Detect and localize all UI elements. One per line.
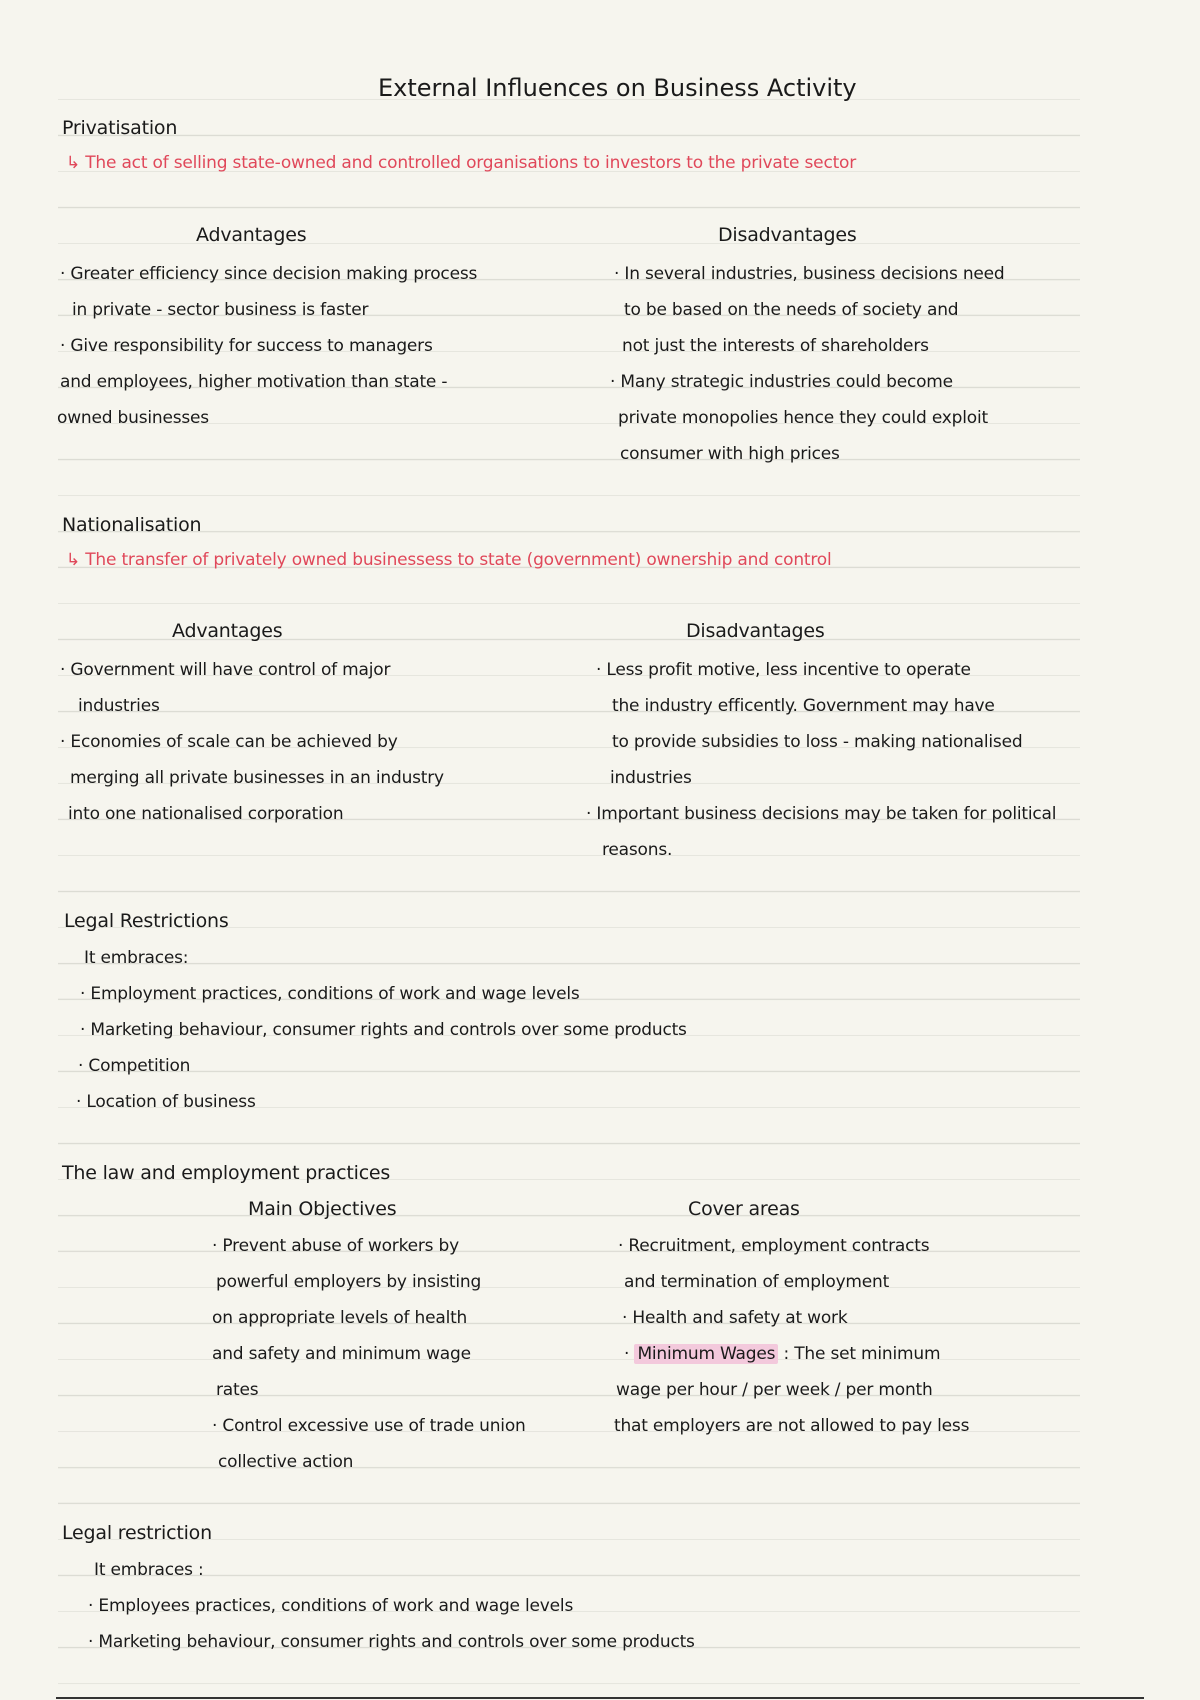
- privatisation-advantage-line: · Greater efficiency since decision making process: [60, 264, 478, 284]
- objective-line: collective action: [218, 1452, 354, 1472]
- nationalisation-advantage-line: into one nationalised corporation: [68, 804, 344, 824]
- nationalisation-advantage-line: industries: [78, 696, 160, 716]
- nationalisation-disadvantage-line: to provide subsidies to loss - making nationalised: [612, 732, 1023, 752]
- legal-restriction-intro: It embraces :: [94, 1560, 204, 1580]
- privatisation-disadvantages-title: Disadvantages: [718, 224, 857, 246]
- privatisation-disadvantage-line: to be based on the needs of society and: [624, 300, 959, 320]
- page-title: External Influences on Business Activity: [378, 74, 857, 102]
- legal-restriction-heading: Legal restriction: [62, 1522, 212, 1544]
- privatisation-advantage-line: and employees, higher motivation than state -: [60, 372, 448, 392]
- left-margin: [0, 0, 58, 1700]
- cover-area-line: · Health and safety at work: [622, 1308, 848, 1328]
- cover-area-line: wage per hour / per week / per month: [616, 1380, 933, 1400]
- main-objectives-title: Main Objectives: [248, 1198, 397, 1220]
- objective-line: rates: [216, 1380, 259, 1400]
- nationalisation-definition: ↳ The transfer of privately owned businessess to state (government) ownership and control: [66, 550, 832, 570]
- nationalisation-disadvantage-line: reasons.: [602, 840, 673, 860]
- minimum-wage-bullet: ·: [624, 1344, 630, 1364]
- nationalisation-disadvantage-line: the industry efficently. Government may have: [612, 696, 995, 716]
- nationalisation-disadvantage-line: · Less profit motive, less incentive to operate: [596, 660, 971, 680]
- objective-line: · Control excessive use of trade union: [212, 1416, 526, 1436]
- privatisation-disadvantage-line: · Many strategic industries could become: [610, 372, 953, 392]
- nationalisation-disadvantage-line: · Important business decisions may be taken for political: [586, 804, 1057, 824]
- objective-line: powerful employers by insisting: [216, 1272, 482, 1292]
- legal-restrictions-item: · Marketing behaviour, consumer rights and controls over some products: [80, 1020, 687, 1040]
- privatisation-advantages-title: Advantages: [196, 224, 307, 246]
- nationalisation-heading: Nationalisation: [62, 514, 202, 536]
- minimum-wage-line: [624, 1343, 940, 1365]
- employment-law-heading: The law and employment practices: [62, 1162, 391, 1184]
- privatisation-disadvantage-line: not just the interests of shareholders: [622, 336, 929, 356]
- legal-restrictions-intro: It embraces:: [84, 948, 189, 968]
- right-margin: [1140, 0, 1200, 1700]
- minimum-wage-highlight: Minimum Wages: [634, 1344, 778, 1364]
- objective-line: on appropriate levels of health: [212, 1308, 468, 1328]
- privatisation-heading: Privatisation: [62, 117, 178, 139]
- privatisation-disadvantage-line: · In several industries, business decisions need: [614, 264, 1005, 284]
- privatisation-advantage-line: owned businesses: [57, 408, 209, 428]
- cover-areas-title: Cover areas: [688, 1198, 800, 1220]
- nationalisation-advantage-line: · Economies of scale can be achieved by: [60, 732, 398, 752]
- nationalisation-disadvantage-line: industries: [610, 768, 692, 788]
- cover-area-line: · Recruitment, employment contracts: [618, 1236, 930, 1256]
- cover-area-line: that employers are not allowed to pay less: [614, 1416, 970, 1436]
- legal-restrictions-heading: Legal Restrictions: [64, 910, 229, 932]
- objective-line: · Prevent abuse of workers by: [212, 1236, 459, 1256]
- minimum-wage-definition: : The set minimum: [783, 1344, 941, 1364]
- nationalisation-advantage-line: · Government will have control of major: [60, 660, 391, 680]
- legal-restriction-item: · Marketing behaviour, consumer rights and controls over some products: [88, 1632, 695, 1652]
- privatisation-definition: ↳ The act of selling state-owned and controlled organisations to investors to the private sector: [66, 153, 857, 173]
- legal-restrictions-item: · Competition: [78, 1056, 191, 1076]
- legal-restrictions-item: · Employment practices, conditions of work and wage levels: [80, 984, 580, 1004]
- privatisation-disadvantage-line: consumer with high prices: [620, 444, 840, 464]
- bottom-divider: [56, 1697, 1144, 1699]
- privatisation-disadvantage-line: private monopolies hence they could exploit: [618, 408, 988, 428]
- nationalisation-advantage-line: merging all private businesses in an industry: [70, 768, 444, 788]
- objective-line: and safety and minimum wage: [212, 1344, 471, 1364]
- cover-area-line: and termination of employment: [624, 1272, 890, 1292]
- legal-restrictions-item: · Location of business: [76, 1092, 256, 1112]
- privatisation-advantage-line: · Give responsibility for success to managers: [60, 336, 433, 356]
- nationalisation-disadvantages-title: Disadvantages: [686, 620, 825, 642]
- legal-restriction-item: · Employees practices, conditions of work and wage levels: [88, 1596, 574, 1616]
- privatisation-advantage-line: in private - sector business is faster: [72, 300, 369, 320]
- nationalisation-advantages-title: Advantages: [172, 620, 283, 642]
